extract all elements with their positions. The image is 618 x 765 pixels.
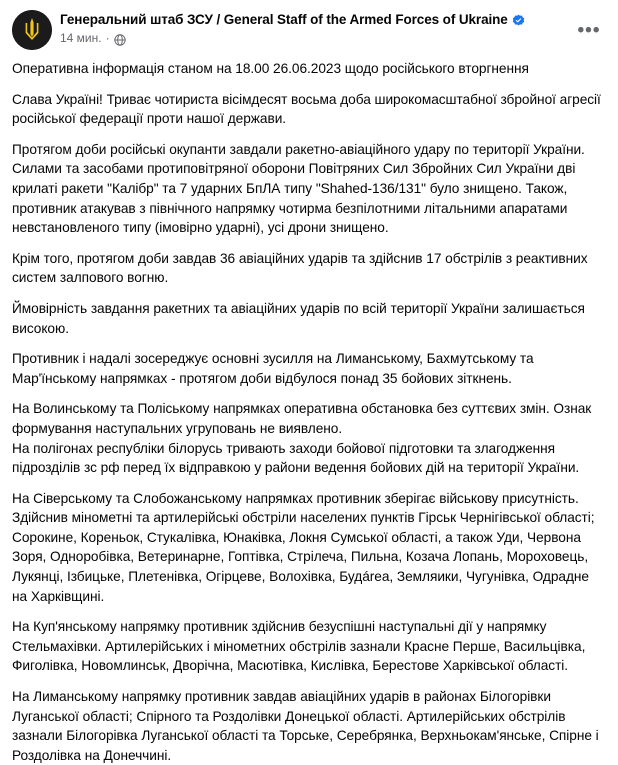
post-paragraph: Ймовірність завдання ракетних та авіаційних ударів по всій території України залишається високою.: [12, 300, 585, 336]
post-header-text: [60, 10, 606, 45]
post-options-menu-icon[interactable]: •••: [577, 20, 601, 41]
post-paragraph: Протягом доби російські окупанти завдали ракетно-авіаційного удару по території України. Силами та засобами протиповітряної оборони Повітряних Сил Збройних Сил України дві крилаті ракети "Калібр" та 7 ударних БпЛА типу "Shahed-136/131" було знищено. Також, противник атакував з північного напрямку чотирма безпілотними літальними апаратами невстановленого типу (імовірно ударні), усі дрони знищено.: [12, 141, 585, 236]
post-paragraph: Крім того, протягом доби завдав 36 авіаційних ударів та здійснив 17 обстрілів з реактивних систем залпового вогню.: [12, 250, 588, 286]
page-name-row: [60, 11, 606, 28]
post-paragraph: Противник і надалі зосереджує основні зусилля на Лиманському, Бахмутському та Мар'їнському напрямках - протягом доби відбулося понад 35 бойових зіткнень.: [12, 351, 534, 386]
page-name[interactable]: Генеральний штаб ЗСУ / General Staff of the Armed Forces of Ukraine: [60, 12, 508, 27]
meta-separator: ·: [105, 31, 110, 45]
post-paragraph: На полігонах республіки білорусь тривають заходи бойової підготовки та злагодження підрозділів зс рф перед їх відправкою у райони ведення бойових дій на території України.: [12, 440, 580, 476]
post-paragraph: Слава Україні! Триває чотириста вісімдесят восьма доба широкомасштабної збройної агресії російської федерації проти нашої держави.: [12, 91, 601, 127]
post-body: [12, 56, 606, 765]
post-meta: [60, 31, 606, 45]
post-paragraph: На Сіверському та Слобожанському напрямках противник зберігає військову присутність. Здійснив мінометні та артилерійські обстріли населених пунктів Гірськ Чернігівської області; Сорокине, Кореньок, Стукалівка, Юнаківка, Локня Сумської області, а також Уди, Червона Зоря, Одноробівка, Ветеринарне, Гоптівка, Стрілеча, Пильна, Козача Лопань, Мороховець, Лукянці, Ізбицьке, Плетенівка, Огірцеве, Волохівка, Будárea, Земляики, Чугунівка, Одрадне на Харківщині.: [12, 490, 595, 604]
avatar[interactable]: [12, 10, 52, 50]
post-paragraph: На Волинському та Поліському напрямках оперативна обстановка без суттєвих змін. Ознак формування наступальних угруповань не виявлено.: [12, 401, 592, 436]
post-header: [12, 10, 606, 56]
post-paragraph: На Лиманському напрямку противник завдав авіаційних ударів в районах Білогорівки Луганської області; Спірного та Роздолівки Донецької області. Артилерійських обстрілів зазнали Білогорівка Луганської області та Торське, Серебрянка, Верхньокам'янське, Спірне і Роздолівка на Донеччині.: [12, 689, 599, 763]
verified-badge-icon: [512, 14, 525, 27]
post-paragraph: На Куп'янському напрямку противник здійснив безуспішні наступальні дії у напрямку Стельмахівки. Артилерійських і мінометних обстрілів зазнали Красне Перше, Васильцівка, Фиголівка, Новомлинськ, Дворічна, Масютівка, Кислівка, Берестове Харківської області.: [12, 619, 586, 674]
post-paragraph: Оперативна інформація станом на 18.00 26.06.2023 щодо російського вторгнення: [12, 61, 529, 76]
post-timestamp[interactable]: 14 мин.: [60, 31, 102, 45]
globe-icon[interactable]: [114, 34, 126, 46]
